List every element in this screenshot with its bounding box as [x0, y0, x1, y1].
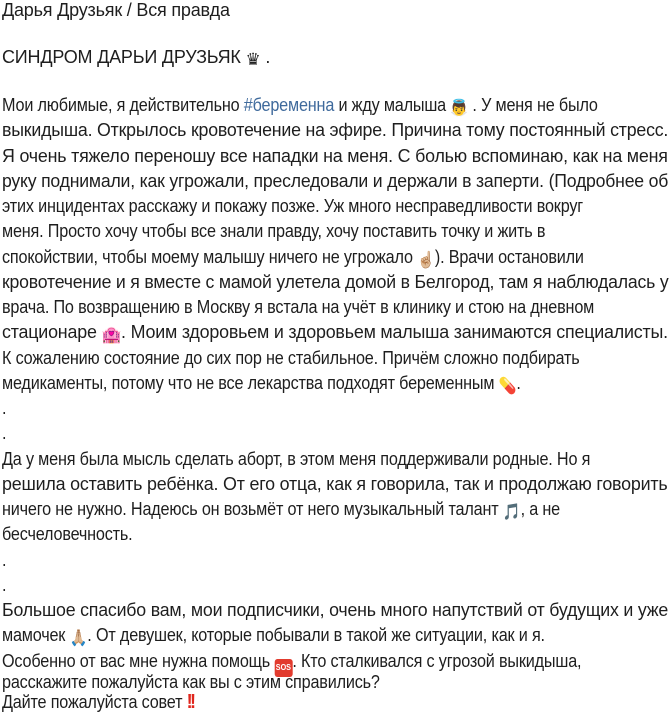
text-segment: .: [516, 373, 521, 393]
text-segment: Дайте пожалуйста совет: [2, 692, 187, 712]
text-line: [2, 320, 668, 345]
hashtag-link[interactable]: #беременна: [243, 95, 335, 115]
hospital-icon: 🏩: [101, 327, 122, 344]
baby-angel-icon: 👼: [450, 100, 469, 117]
text-segment: Особенно от вас мне нужна помощь: [2, 651, 275, 671]
crown-icon: ♛: [245, 50, 261, 69]
text-segment: ). Врачи остановили: [434, 247, 584, 267]
praying-hands-icon: 🙏🏼: [69, 630, 88, 647]
text-line: меня. Просто хочу чтобы все знали правду, хочу поставить точку и жить в: [2, 221, 546, 241]
text-segment: . У меня не было: [468, 95, 598, 115]
text-line: Большое спасибо вам, мои подписчики, очень много напутствий от будущих и уже: [2, 600, 669, 620]
heading-suffix: .: [260, 47, 271, 67]
post-title: [2, 0, 230, 23]
pill-icon: 💊: [498, 378, 517, 395]
text-line: .: [2, 575, 7, 595]
text-line: выкидыша. Открылось кровотечение на эфире. Причина тому постоянный стресс.: [2, 120, 669, 140]
text-line: .: [2, 423, 7, 443]
pointing-up-icon: ☝🏼: [417, 252, 435, 269]
music-note-icon: 🎵: [502, 504, 521, 521]
text-segment: , а не: [520, 499, 560, 519]
text-line: [2, 245, 584, 270]
text-segment: ничего не нужно. Надеюсь он возьмёт от него музыкальный талант: [2, 499, 503, 519]
text-line: [2, 690, 193, 715]
text-segment: стационаре: [2, 322, 102, 342]
post-heading: [2, 45, 270, 70]
double-exclamation-icon: !!: [186, 691, 194, 713]
text-line: руку поднимали, как угрожали, преследовали и держали в заперти. (Подробнее об: [2, 171, 669, 191]
text-segment: . От девушек, которые побывали в такой же ситуации, как и я.: [87, 625, 545, 645]
text-line: этих инцидентах расскажу и покажу позже. Уж много несправедливости вокруг: [2, 196, 583, 216]
text-segment: . Кто сталкивался с угрозой выкидыша,: [292, 651, 582, 671]
text-segment: Мои любимые, я действительно: [2, 95, 244, 115]
text-line: [2, 93, 598, 118]
text-segment: и жду малыша: [334, 95, 451, 115]
text-segment: мамочек: [2, 625, 70, 645]
text-line: .: [2, 550, 7, 570]
text-segment: медикаменты, потому что не все лекарства подходят беременным: [2, 373, 499, 393]
text-line: Да у меня была мысль сделать аборт, в этом меня поддерживали родные. Но я: [2, 449, 591, 469]
text-segment: . Моим здоровьем и здоровьем малыша занимаются специалисты.: [121, 322, 668, 342]
post-heading-text: СИНДРОМ ДАРЬИ ДРУЗЬЯК: [2, 47, 241, 67]
text-line: расскажите пожалуйста как вы с этим справились?: [2, 672, 380, 692]
text-line: кровотечение и я вместе с мамой улетела домой в Белгород, там я наблюдалась у: [2, 272, 669, 292]
text-line: .: [2, 398, 7, 418]
text-line: [2, 371, 521, 396]
text-line: врача. По возвращению в Москву я встала на учёт в клинику и стою на дневном: [2, 297, 595, 317]
text-line: [2, 497, 560, 522]
sos-icon: SOS: [274, 659, 292, 677]
text-segment: спокойствии, чтобы моему малышу ничего не угрожало: [2, 247, 418, 267]
text-line: бесчеловечность.: [2, 524, 133, 544]
text-line: [2, 623, 545, 648]
text-line: Я очень тяжело переношу все нападки на меня. С болью вспоминаю, как на меня: [2, 146, 668, 166]
post-title-text: Дарья Друзьяк / Вся правда: [2, 0, 230, 20]
text-line: решила оставить ребёнка. От его отца, как я говорила, так и продолжаю говорить: [2, 474, 668, 494]
text-line: К сожалению состояние до сих пор не стабильное. Причём сложно подбирать: [2, 348, 580, 368]
